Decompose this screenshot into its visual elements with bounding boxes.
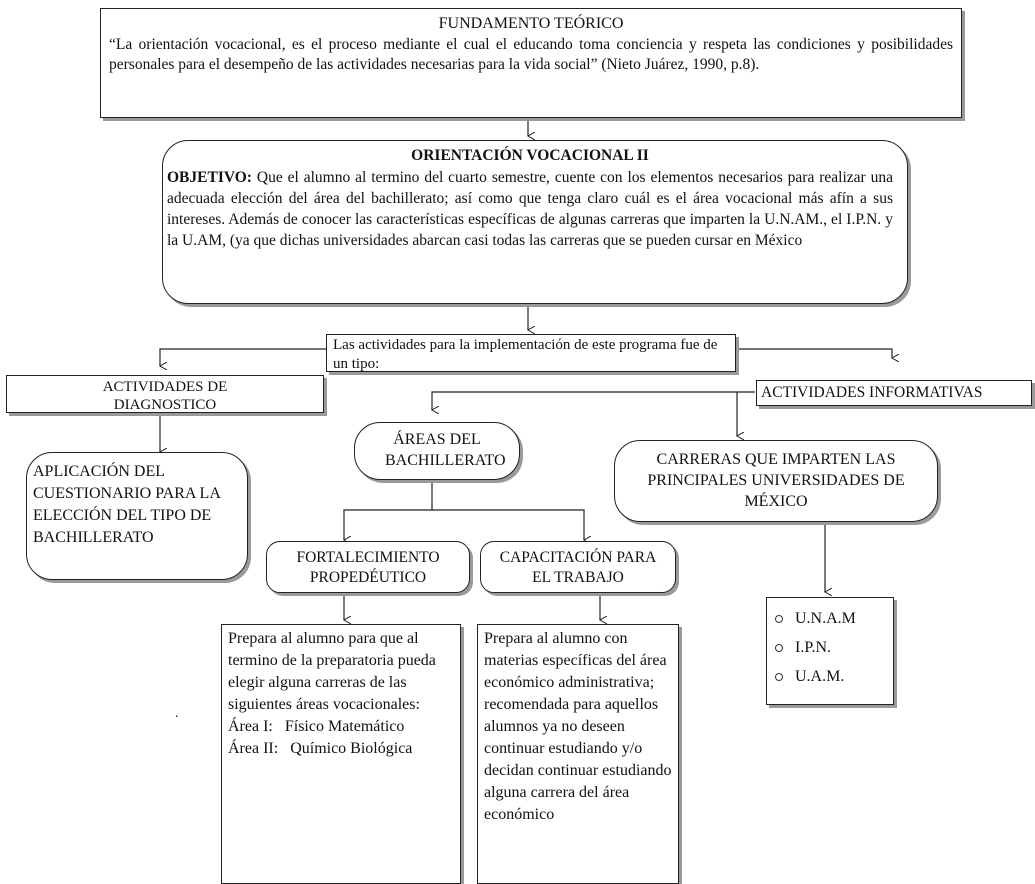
area2-value: Químico Biológica [290, 740, 413, 757]
carreras-title: CARRERAS QUE IMPARTEN LAS PRINCIPALES UNIVERSIDADES DE MÉXICO [647, 451, 905, 510]
universidad-label: U.N.A.M [795, 609, 856, 627]
cuestionario-text: APLICACIÓN DEL CUESTIONARIO PARA LA ELECCIÓN DEL TIPO DE BACHILLERATO [33, 463, 220, 546]
objective-label: OBJETIVO: [167, 169, 252, 186]
informativas-title-box [756, 380, 1032, 406]
orientacion-objective [167, 167, 893, 251]
areas-box [354, 422, 520, 480]
bullet-icon [775, 615, 783, 623]
cuestionario-box [26, 452, 248, 580]
actividades-intro-box [326, 334, 736, 372]
diagnostico-title: ACTIVIDADES DE DIAGNOSTICO [102, 379, 228, 413]
orientacion-title: ORIENTACIÓN VOCACIONAL II [411, 147, 649, 164]
fortalecimiento-intro: Prepara al alumno para que al termino de la preparatoria pueda elegir alguna carreras de las siguientes áreas vocacionales: [228, 630, 436, 713]
universidad-item [771, 664, 889, 689]
carreras-box [614, 440, 938, 522]
capacitacion-text: Prepara al alumno con materias específicas del área económico administrativa; recomendada para aquellos alumnos ya no deseen continuar estudiando y/o decidan continuar estudiando alguna carrera del área económico [484, 630, 672, 823]
universidad-item [771, 606, 889, 631]
fundamento-title: FUNDAMENTO TEÓRICO [438, 15, 624, 32]
capacitacion-title-box [480, 541, 676, 593]
universidad-label: U.A.M. [795, 667, 845, 685]
capacitacion-title: CAPACITACIÓN PARA EL TRABAJO [499, 549, 657, 586]
fortalecimiento-title-box [266, 541, 470, 593]
area1-label: Área I: [228, 718, 273, 735]
fortalecimiento-area2 [228, 738, 456, 760]
bullet-icon [775, 673, 783, 681]
areas-title: ÁREAS DEL BACHILLERATO [385, 431, 506, 469]
decorative-dot: . [175, 706, 179, 721]
informativas-title: ACTIVIDADES INFORMATIVAS [761, 384, 983, 401]
diagnostico-title-box [6, 375, 324, 413]
orientacion-box [162, 140, 908, 304]
universidades-box [766, 597, 894, 705]
fortalecimiento-desc-box [221, 624, 461, 884]
universidad-item [771, 635, 889, 660]
universidad-label: I.P.N. [795, 638, 832, 656]
bullet-icon [775, 644, 783, 652]
fortalecimiento-title: FORTALECIMIENTO PROPEDÉUTICO [296, 549, 440, 586]
fundamento-box [100, 8, 962, 118]
actividades-intro-text: Las actividades para la implementación de este programa fue de un tipo: [333, 337, 718, 372]
area1-value: Físico Matemático [284, 718, 405, 735]
area2-label: Área II: [228, 740, 279, 757]
fortalecimiento-area1 [228, 716, 456, 738]
fundamento-quote: “La orientación vocacional, es el proceso mediante el cual el educando toma conciencia y respeta las condiciones y posibilidades personales para el desempeño de las actividades necesarias para la vida social” (Nieto Juárez, 1990, p.8). [109, 36, 953, 73]
objective-text: Que el alumno al termino del cuarto semestre, cuente con los elementos necesarios para realizar una adecuada elección del área del bachillerato; así como que tenga claro cuál es el área vocacional más afín a sus intereses. Además de conocer las características específicas de algunas carreras que imparten la U.N.AM., el I.P.N. y la U.AM, (ya que dichas universidades abarcan casi todas las carreras que se pueden cursar en México [167, 169, 894, 249]
capacitacion-desc-box [477, 624, 679, 884]
